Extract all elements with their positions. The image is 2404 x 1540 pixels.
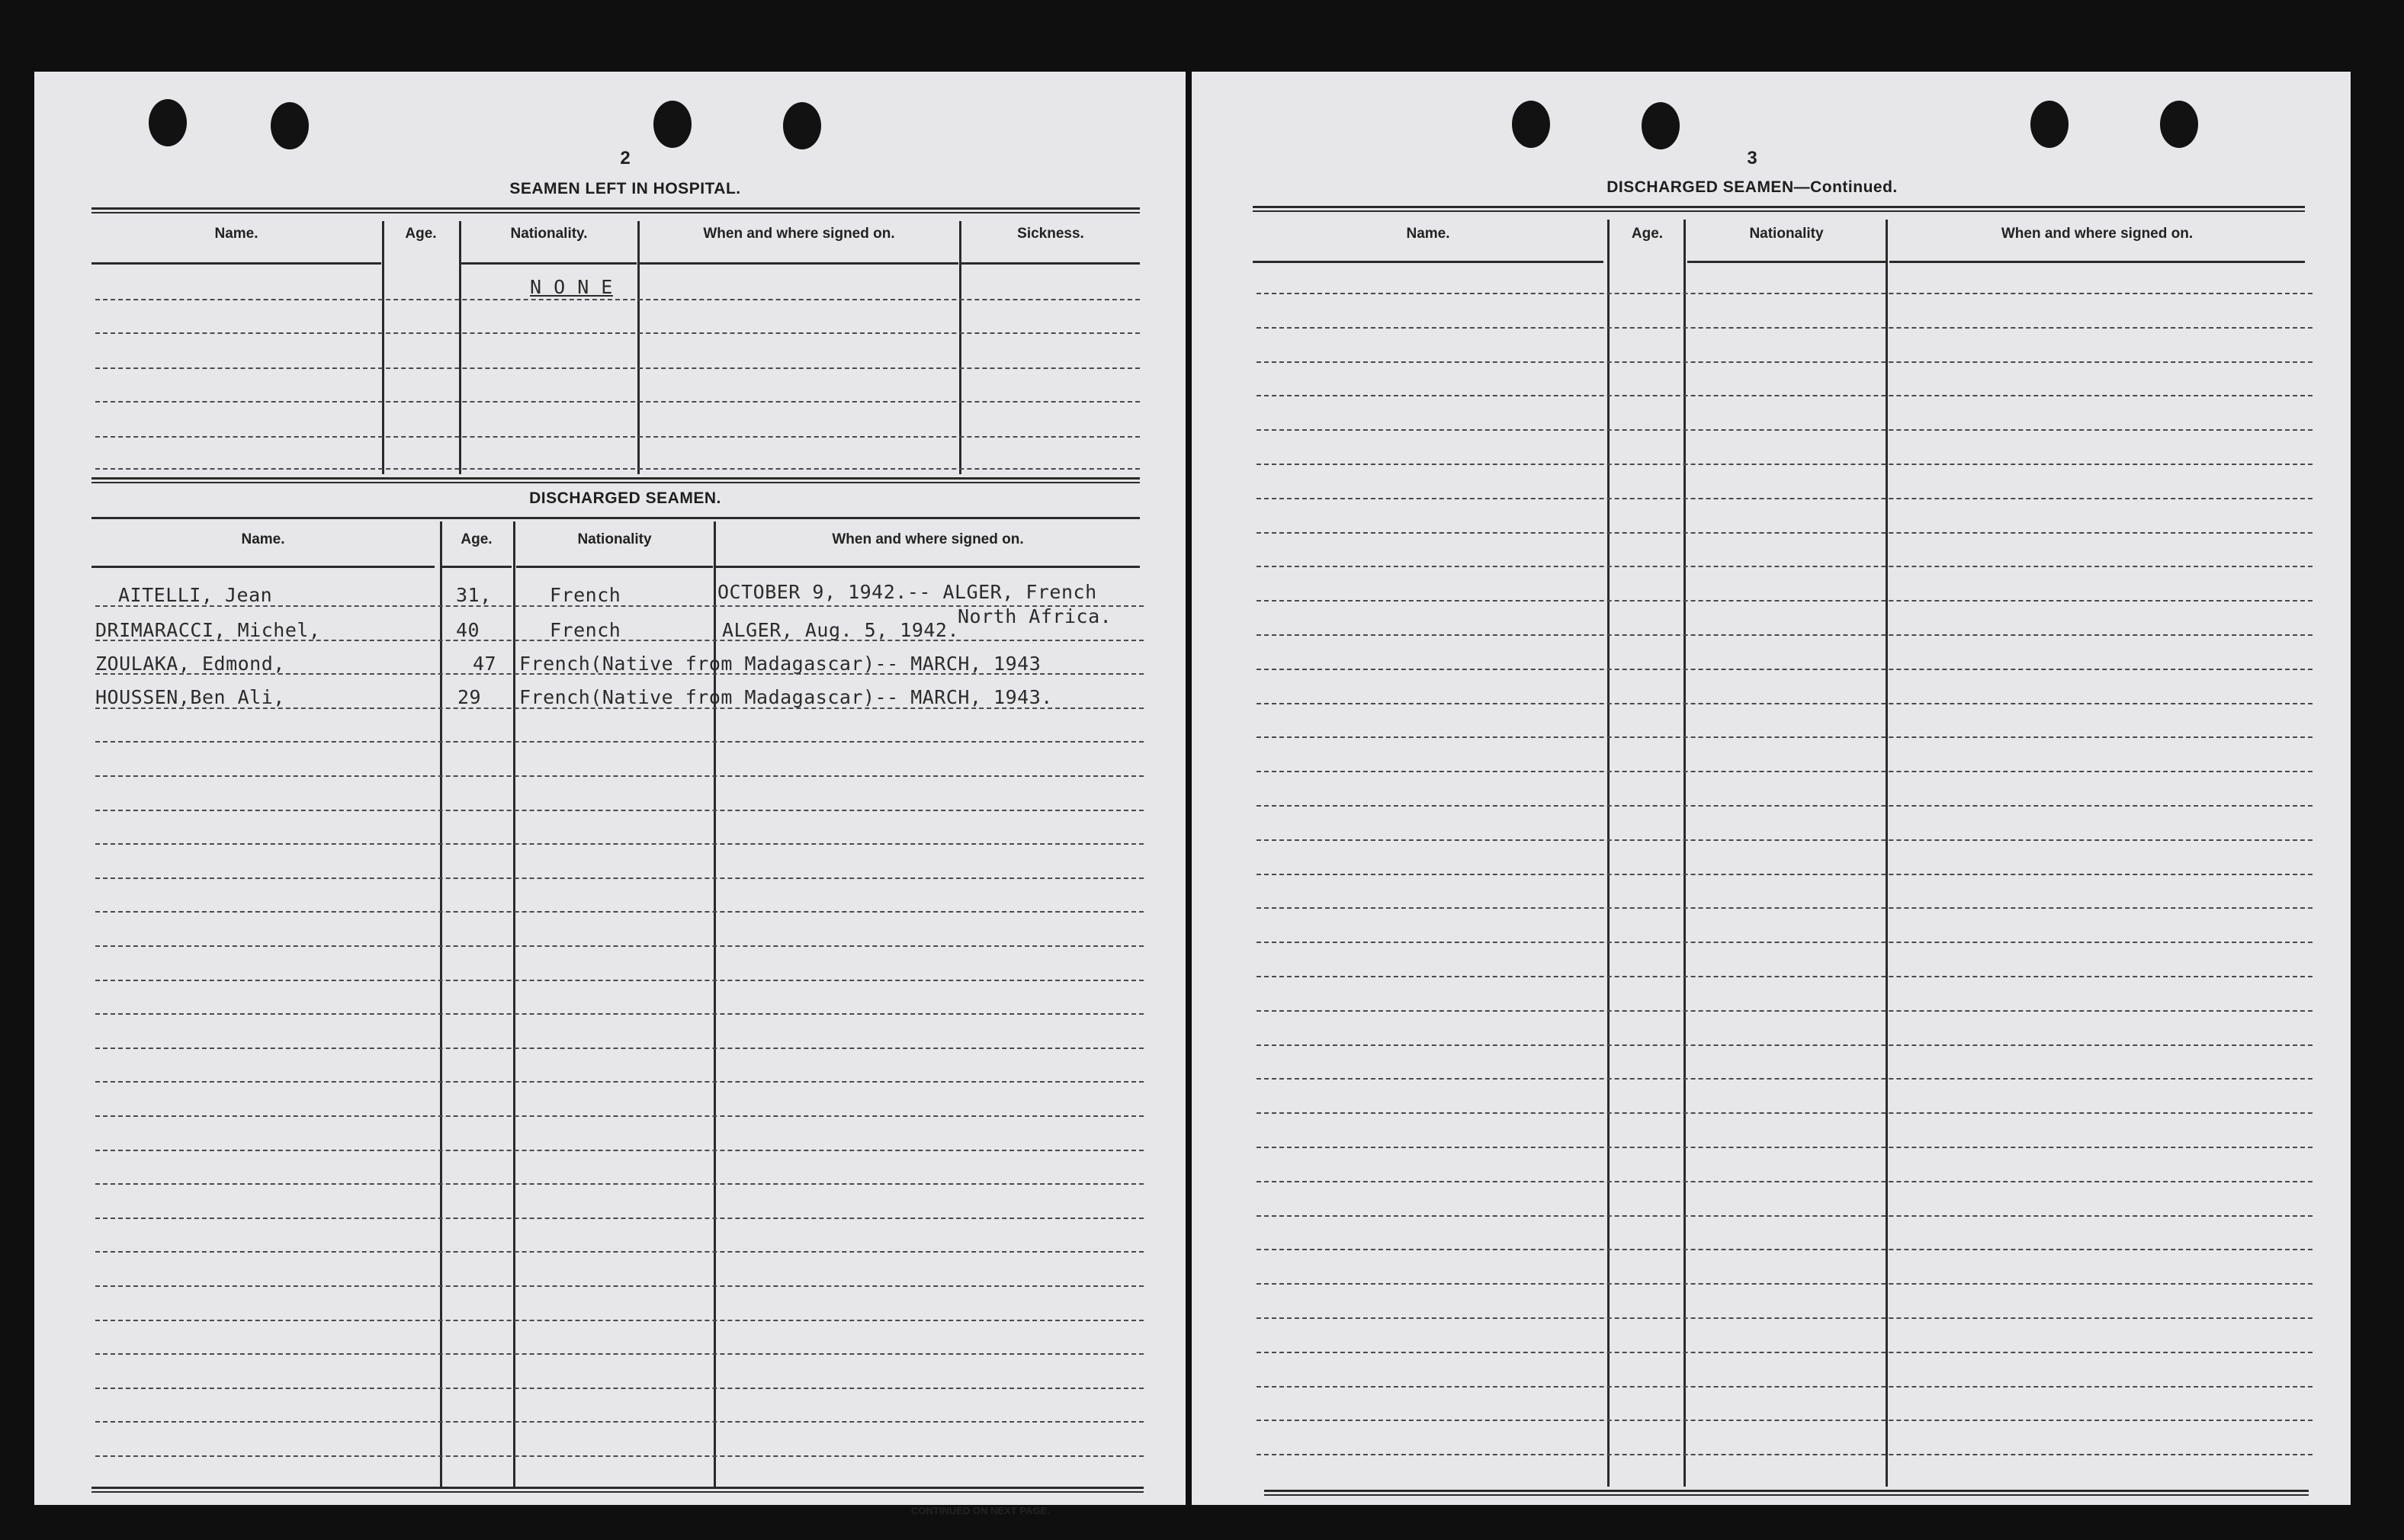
left-page	[34, 72, 1186, 1516]
header-rule	[1889, 261, 2305, 263]
double-rule	[1253, 206, 2305, 212]
dotted-row-line	[1257, 703, 2313, 704]
dotted-row-line	[95, 401, 1140, 403]
header-rule	[1253, 261, 1603, 263]
dotted-row-line	[1257, 942, 2313, 943]
punch-hole	[783, 102, 821, 149]
dotted-row-line	[1257, 669, 2313, 670]
dotted-row-line	[95, 1183, 1144, 1185]
dotted-row-line	[95, 1150, 1144, 1151]
column-header-signed-on: When and where signed on.	[832, 531, 1024, 547]
dotted-row-line	[1257, 498, 2313, 499]
dotted-row-line	[95, 1115, 1144, 1117]
punch-hole	[1512, 101, 1550, 148]
column-header-name: Name.	[214, 226, 258, 242]
double-rule	[91, 477, 1140, 483]
row-4-nationality: French(Native from Madagascar)-- MARCH, 1943.	[519, 686, 1053, 708]
punch-hole	[2160, 101, 2198, 148]
row-1-age: 31,	[456, 584, 492, 606]
dotted-row-line	[1257, 1078, 2313, 1080]
dotted-row-line	[1257, 907, 2313, 909]
double-rule	[91, 207, 1140, 213]
dotted-row-line	[1257, 1317, 2313, 1319]
row-1-name: AITELLI, Jean	[118, 584, 273, 606]
dotted-row-line	[1257, 1420, 2313, 1421]
dotted-row-line	[1257, 395, 2313, 396]
dotted-row-line	[95, 640, 1144, 641]
header-rule	[640, 262, 958, 265]
hospital-section-title: SEAMEN LEFT IN HOSPITAL.	[509, 180, 741, 197]
punch-hole	[271, 102, 309, 149]
dotted-row-line	[1257, 839, 2313, 841]
column-header-age: Age.	[405, 226, 437, 242]
dotted-row-line	[1257, 532, 2313, 534]
dotted-row-line	[1257, 1044, 2313, 1046]
page-number: 3	[1747, 148, 1757, 168]
dotted-row-line	[95, 1048, 1144, 1049]
dotted-row-line	[95, 775, 1144, 777]
dotted-row-line	[95, 810, 1144, 811]
dotted-row-line	[95, 911, 1144, 913]
dotted-row-line	[1257, 327, 2313, 329]
dotted-row-line	[1257, 429, 2313, 431]
column-header-name: Name.	[1406, 226, 1450, 242]
dotted-row-line	[1257, 1147, 2313, 1148]
dotted-row-line	[95, 707, 1144, 709]
dotted-row-line	[1257, 293, 2313, 294]
column-header-nationality: Nationality.	[510, 226, 588, 242]
dotted-row-line	[1257, 874, 2313, 875]
column-divider	[1886, 220, 1888, 1487]
header-rule	[1687, 261, 1886, 263]
row-1-continuation: North Africa.	[958, 605, 1112, 627]
continued-note: CONTINUED ON NEXT PAGE.	[911, 1505, 1050, 1516]
dotted-row-line	[1257, 1386, 2313, 1388]
dotted-row-line	[95, 468, 1140, 470]
punch-hole	[149, 99, 187, 146]
dotted-row-line	[1257, 805, 2313, 807]
column-divider	[1683, 220, 1686, 1487]
dotted-row-line	[95, 1421, 1144, 1423]
dotted-row-line	[1257, 566, 2313, 567]
column-header-nationality: Nationality	[577, 531, 652, 547]
dotted-row-line	[95, 1218, 1144, 1219]
dotted-row-line	[95, 1081, 1144, 1083]
discharged-continued-title: DISCHARGED SEAMEN—Continued.	[1606, 178, 1898, 196]
punch-hole	[2030, 101, 2069, 148]
hospital-entry-none: N O N E	[530, 276, 613, 298]
dotted-row-line	[1257, 1010, 2313, 1012]
dotted-row-line	[95, 605, 1144, 607]
dotted-row-line	[1257, 361, 2313, 363]
header-rule	[91, 262, 381, 265]
dotted-row-line	[95, 877, 1144, 879]
column-divider	[440, 521, 442, 1487]
dotted-row-line	[1257, 634, 2313, 636]
dotted-row-line	[1257, 976, 2313, 977]
header-rule	[961, 262, 1140, 265]
header-rule	[441, 566, 512, 568]
dotted-row-line	[95, 1388, 1144, 1389]
punch-hole	[1642, 102, 1680, 149]
dotted-row-line	[1257, 1215, 2313, 1217]
row-2-nationality: French	[550, 619, 621, 641]
column-header-signed-on: When and where signed on.	[2001, 226, 2194, 242]
dotted-row-line	[95, 1455, 1144, 1457]
row-3-nationality: French(Native from Madagascar)-- MARCH, 1943	[519, 653, 1042, 675]
dotted-row-line	[1257, 600, 2313, 602]
header-rule	[516, 566, 713, 568]
row-3-name: ZOULAKA, Edmond,	[95, 653, 285, 675]
bottom-double-rule	[1264, 1490, 2309, 1496]
dotted-row-line	[95, 1320, 1144, 1321]
row-2-age: 40	[456, 619, 480, 641]
dotted-row-line	[95, 1285, 1144, 1287]
header-rule	[716, 566, 1140, 568]
dotted-row-line	[95, 1251, 1144, 1253]
dotted-row-line	[95, 945, 1144, 947]
dotted-row-line	[1257, 736, 2313, 738]
dotted-row-line	[95, 741, 1144, 743]
header-rule	[461, 262, 637, 265]
row-3-age: 47	[473, 653, 497, 675]
column-divider	[513, 521, 515, 1487]
dotted-row-line	[95, 332, 1140, 334]
row-4-name: HOUSSEN,Ben Ali,	[95, 686, 285, 708]
column-header-name: Name.	[241, 531, 285, 547]
dotted-row-line	[1257, 1249, 2313, 1250]
dotted-row-line	[95, 299, 1140, 300]
dotted-row-line	[95, 1013, 1144, 1015]
column-header-sickness: Sickness.	[1017, 226, 1084, 242]
punch-hole	[653, 101, 692, 148]
dotted-row-line	[95, 436, 1140, 438]
dotted-row-line	[95, 980, 1144, 981]
row-2-name: DRIMARACCI, Michel,	[95, 619, 321, 641]
dotted-row-line	[95, 1353, 1144, 1355]
dotted-row-line	[1257, 1112, 2313, 1114]
bottom-double-rule	[91, 1487, 1144, 1493]
dotted-row-line	[95, 367, 1140, 369]
row-4-age: 29	[457, 686, 482, 708]
right-page	[1192, 72, 2351, 1505]
column-header-age: Age.	[1631, 226, 1664, 242]
dotted-row-line	[95, 843, 1144, 845]
dotted-row-line	[95, 673, 1144, 675]
dotted-row-line	[1257, 464, 2313, 465]
dotted-row-line	[1257, 1283, 2313, 1285]
dotted-row-line	[1257, 1352, 2313, 1353]
dotted-row-line	[1257, 1454, 2313, 1455]
page-number: 2	[620, 148, 631, 168]
row-1-signed-on: OCTOBER 9, 1942.-- ALGER, French	[717, 581, 1097, 603]
column-header-nationality: Nationality	[1749, 226, 1824, 242]
header-rule	[91, 566, 435, 568]
column-header-age: Age.	[461, 531, 493, 547]
column-header-signed-on: When and where signed on.	[703, 226, 895, 242]
row-2-signed-on: ALGER, Aug. 5, 1942.	[722, 619, 960, 641]
discharged-section-title: DISCHARGED SEAMEN.	[529, 489, 721, 507]
column-divider	[1607, 220, 1610, 1487]
dotted-row-line	[1257, 771, 2313, 772]
row-1-nationality: French	[550, 584, 621, 606]
dotted-row-line	[1257, 1181, 2313, 1182]
table-top-rule	[91, 517, 1140, 519]
